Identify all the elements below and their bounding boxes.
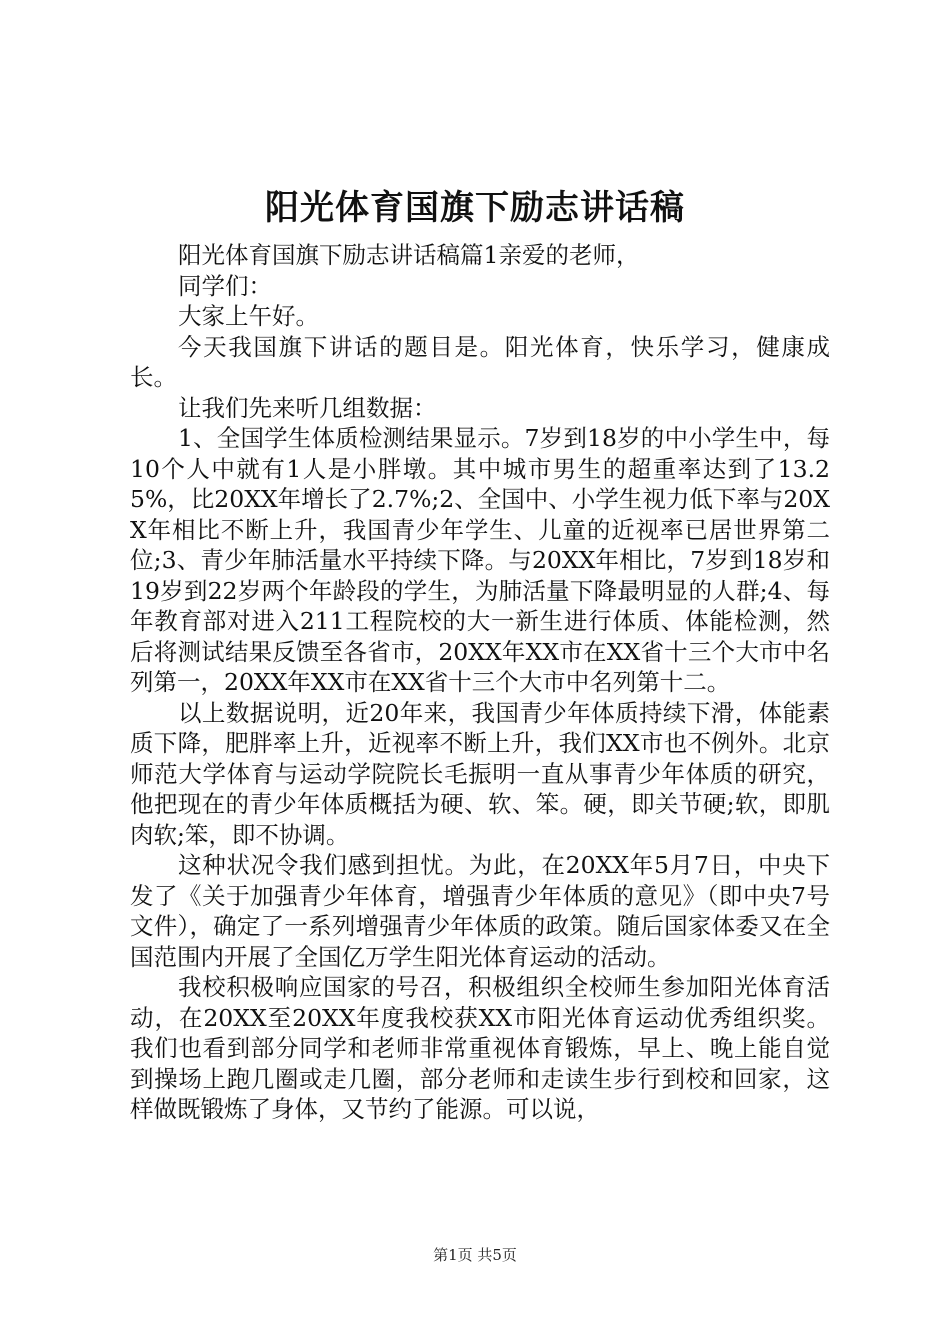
paragraph-7: 以上数据说明，近20年来，我国青少年体质持续下滑，体能素质下降，肥胖率上升，近视率不断上升，我们XX市也不例外。北京师范大学体育与运动学院院长毛振明一直从事青少年体质的研究，他把现在的青少年体质概括为硬、软、笨。硬，即关节硬;软，即肌肉软;笨，即不协调。	[130, 698, 830, 849]
paragraph-2: 同学们：	[178, 271, 272, 300]
paragraph-9: 我校积极响应国家的号召，积极组织全校师生参加阳光体育活动，在20XX至20XX年度我校获XX市阳光体育运动优秀组织奖。我们也看到部分同学和老师非常重视体育锻炼，早上、晚上能自觉到操场上跑几圈或走几圈，部分老师和走读生步行到校和回家，这样做既锻炼了身体，又节约了能源。可以说，	[130, 973, 830, 1123]
paragraph-5: 让我们先来听几组数据：	[178, 393, 437, 422]
paragraph-4: 今天我国旗下讲话的题目是。阳光体育，快乐学习，健康成长。	[130, 332, 830, 391]
paragraph-3: 大家上午好。	[178, 302, 319, 330]
paragraph-8: 这种状况令我们感到担忧。为此，在20XX年5月7日，中央下发了《关于加强青少年体育，增强青少年体质的意见》（即中央7号文件），确定了一系列增强青少年体质的政策。随后国家体委又在全国范围内开展了全国亿万学生阳光体育运动的活动。	[130, 851, 830, 971]
page-footer: 第1页 共5页	[433, 1246, 517, 1264]
paragraph-1: 阳光体育国旗下励志讲话稿篇1亲爱的老师，	[178, 241, 640, 269]
paragraph-6: 1、全国学生体质检测结果显示。7岁到18岁的中小学生中，每10个人中就有1人是小胖墩。其中城市男生的超重率达到了13.25%，比20XX年增长了2.7%;2、全国中、小学生视力低下率与20XX年相比不断上升，我国青少年学生、儿童的近视率已居世界第二位;3、青少年肺活量水平持续下降。与20XX年相比，7岁到18岁和19岁到22岁两个年龄段的学生，为肺活量下降最明显的人群;4、每年教育部对进入211工程院校的大一新生进行体质、体能检测，然后将测试结果反馈至各省市，20XX年XX市在XX省十三个大市中名列第一，20XX年XX市在XX省十三个大市中名列第十二。	[130, 424, 830, 696]
document-title: 阳光体育国旗下励志讲话稿	[265, 188, 685, 228]
document-body	[130, 240, 830, 1125]
